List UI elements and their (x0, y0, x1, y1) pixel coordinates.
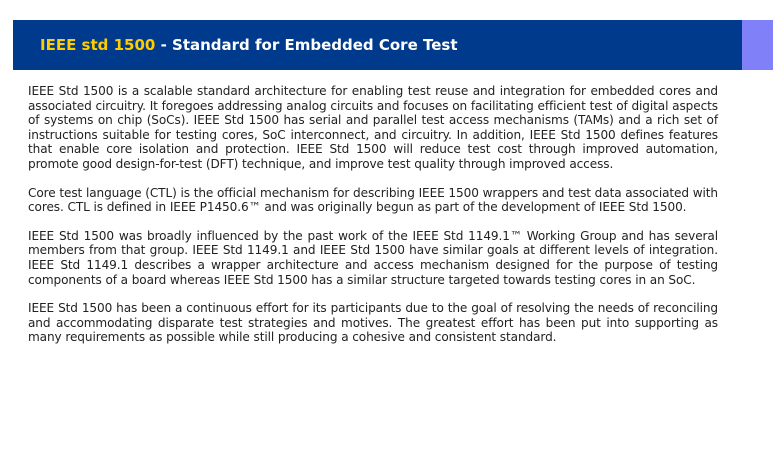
article-body (28, 84, 718, 359)
header-bar (13, 20, 773, 70)
paragraph-3: IEEE Std 1500 was broadly influenced by the past work of the IEEE Std 1149.1™ Working Group and has several members from that group. IEEE Std 1149.1 and IEEE Std 1500 have similar goals at different levels of integration. IEEE Std 1149.1 describes a wrapper architecture and access mechanism designed for the purpose of testing components of a board whereas IEEE Std 1500 has a similar structure targeted towards testing cores in an SoC. (28, 228, 718, 287)
page-title (40, 36, 457, 54)
paragraph-2: Core test language (CTL) is the official mechanism for describing IEEE 1500 wrappers and test data associated with cores. CTL is defined in IEEE P1450.6™ and was originally begun as part of the development of IEEE Std 1500. (28, 185, 718, 215)
header-inner (13, 20, 742, 70)
paragraph-1: IEEE Std 1500 is a scalable standard architecture for enabling test reuse and integration for embedded cores and associated circuitry. It foregoes addressing analog circuits and focuses on facilitating efficient test of digital aspects of systems on chip (SoCs). IEEE Std 1500 has serial and parallel test access mechanisms (TAMs) and a rich set of instructions suitable for testing cores, SoC interconnect, and circuitry. In addition, IEEE Std 1500 defines features that enable core isolation and protection. IEEE Std 1500 will reduce test cost through improved automation, promote good design-for-test (DFT) technique, and improve test quality through improved access. (28, 84, 718, 171)
page-title-rest: - Standard for Embedded Core Test (155, 36, 458, 54)
page-title-accent: IEEE std 1500 (40, 36, 156, 54)
paragraph-4: IEEE Std 1500 has been a continuous effort for its participants due to the goal of resolving the needs of reconciling and accommodating disparate test strategies and motives. The greatest effort has been put into supporting as many requirements as possible while still producing a cohesive and consistent standard. (28, 301, 718, 345)
